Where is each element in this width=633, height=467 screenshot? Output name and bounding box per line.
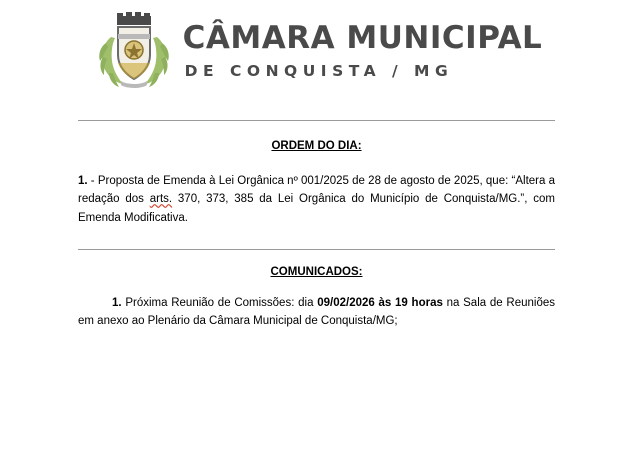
- comunicados-item-1: [78, 294, 555, 331]
- section-heading-ordem-do-dia: ORDEM DO DIA:: [271, 140, 362, 152]
- section-ordem-do-dia: [78, 130, 555, 227]
- item-text-part-1: Próxima Reunião de Comissões: dia: [121, 297, 318, 309]
- ordem-do-dia-item-1: [78, 172, 555, 227]
- divider-top: [78, 120, 555, 121]
- divider-middle: [78, 249, 555, 250]
- meeting-datetime: 09/02/2026 às 19 horas: [317, 297, 443, 309]
- section-heading-comunicados: COMUNICADOS:: [270, 266, 363, 278]
- coat-of-arms-icon: [91, 11, 177, 91]
- item-text-part-2: na Sala de Reuniões em anexo ao Plenário da Câmara Municipal de Conquista/MG;: [78, 297, 555, 328]
- item-number: 1.: [78, 174, 88, 187]
- item-text-before: - Proposta de Emenda à Lei Orgânica nº 001/2025 de 28 de agosto de 2025, que: “Altera a redação dos: [78, 174, 555, 206]
- organization-subtitle: DE CONQUISTA / MG: [184, 61, 454, 80]
- section-comunicados: [78, 258, 555, 331]
- document-header: [0, 0, 633, 92]
- spellcheck-word: arts.: [149, 193, 173, 206]
- organization-title: CÂMARA MUNICIPAL: [182, 20, 543, 57]
- item-text-after: 370, 373, 385 da Lei Orgânica do Município de Conquista/MG.”, com Emenda Modificativa.: [78, 193, 555, 224]
- item-number: 1.: [112, 297, 122, 309]
- header-titles: [183, 22, 543, 80]
